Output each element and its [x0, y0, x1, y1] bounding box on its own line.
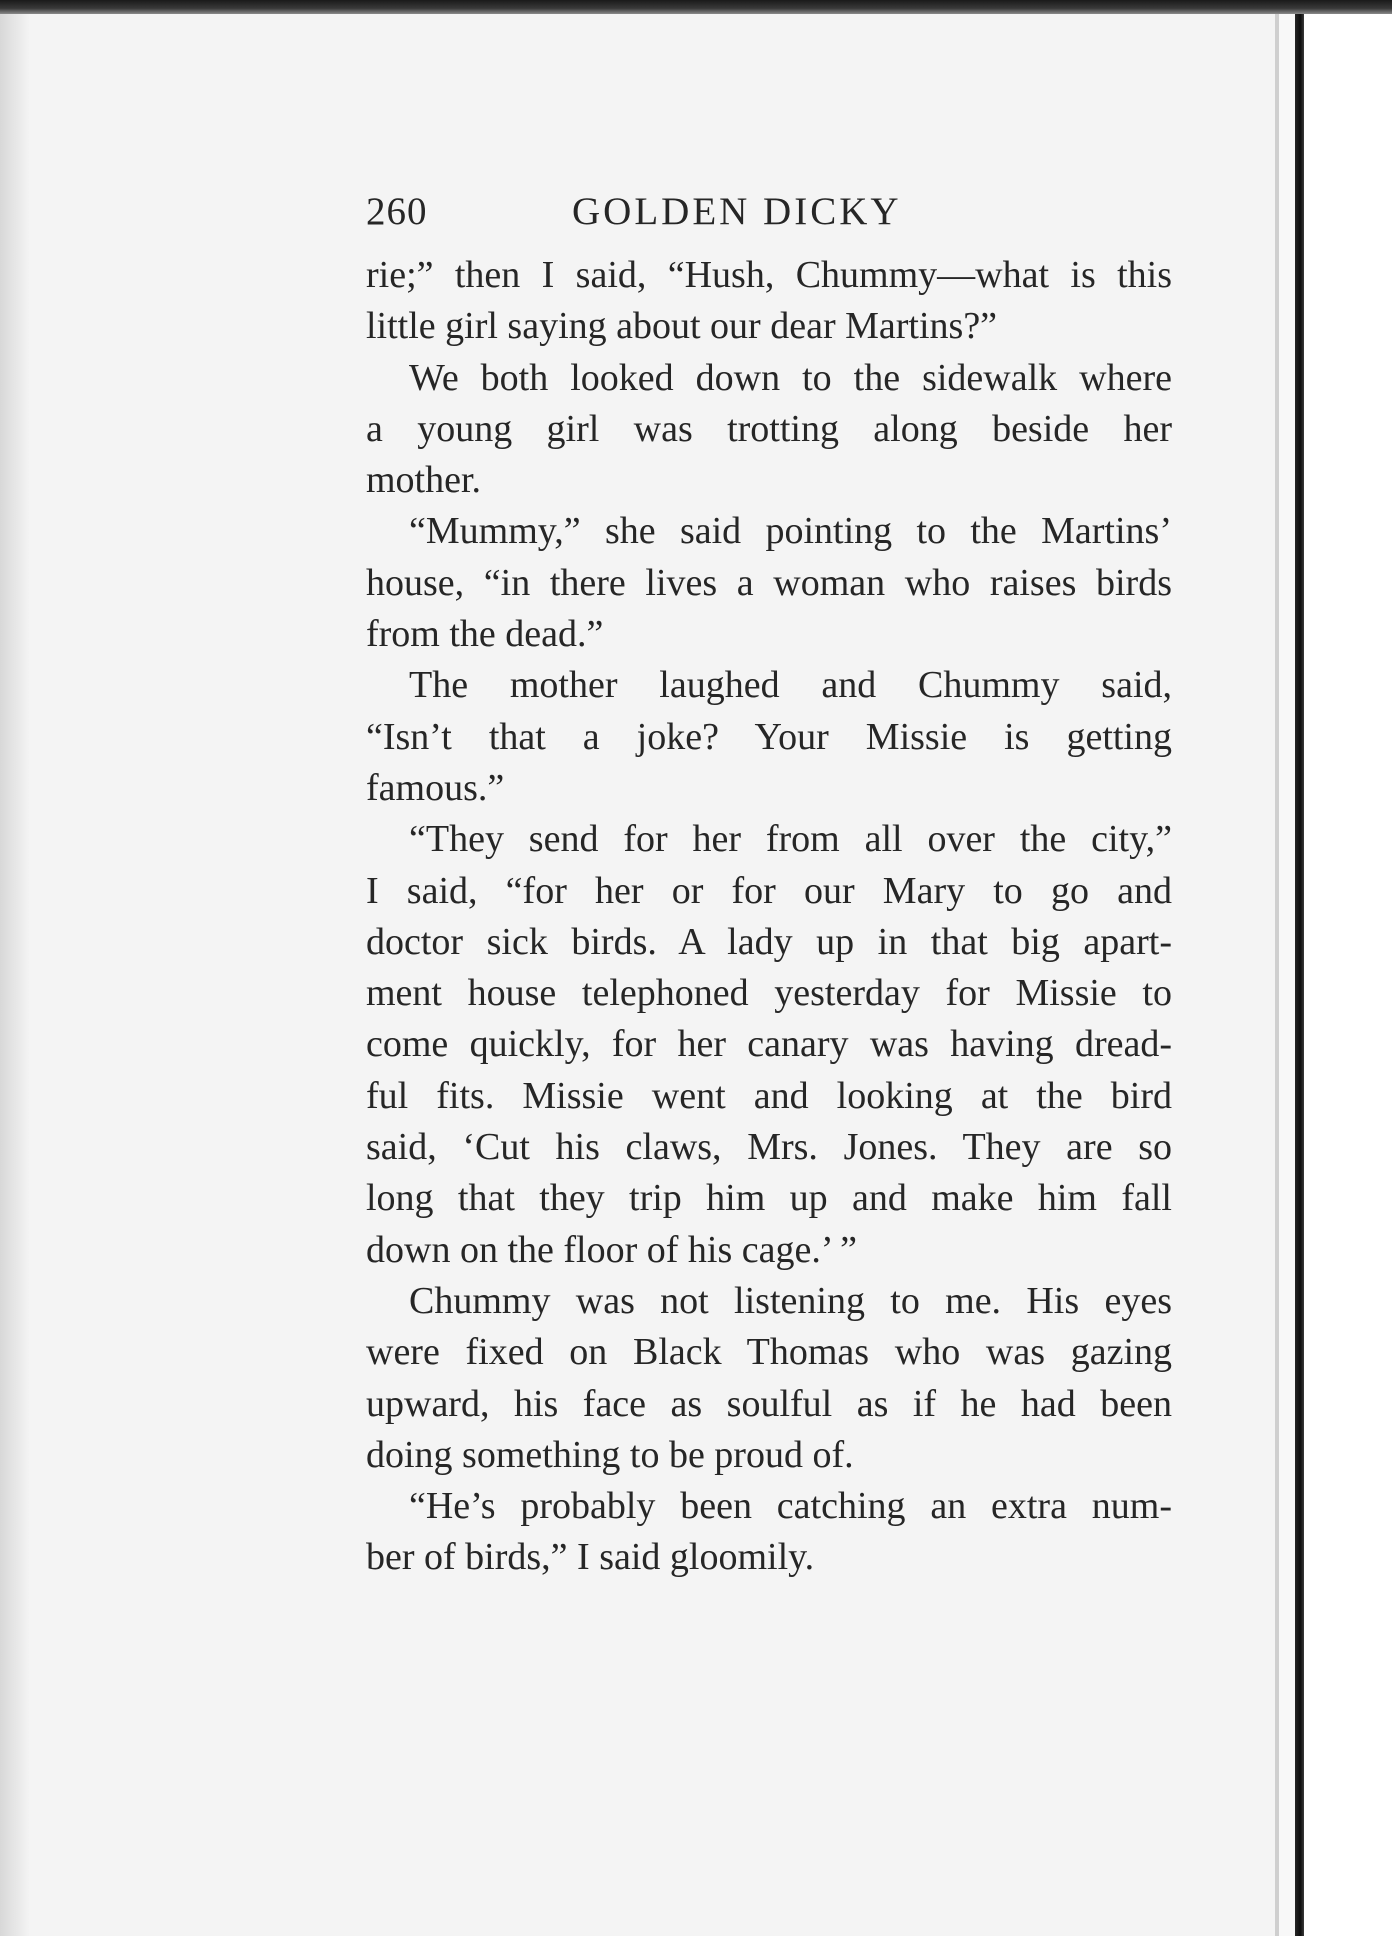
- book-binding-edge: [1295, 14, 1304, 1936]
- text-line: house, “in there lives a woman who raises birds: [366, 561, 1172, 604]
- text-line: rie;” then I said, “Hush, Chummy—what is this: [366, 254, 1172, 296]
- text-line: I said, “for her or for our Mary to go and: [366, 869, 1172, 912]
- text-line: ful fits. Missie went and looking at the bird: [366, 1074, 1172, 1117]
- text-line: from the dead.”: [366, 613, 604, 656]
- page-text-block: [366, 186, 1172, 1584]
- text-line: doing something to be proud of.: [366, 1433, 854, 1476]
- text-line: down on the floor of his cage.’ ”: [366, 1228, 858, 1271]
- text-line: doctor sick birds. A lady up in that big apart-: [366, 920, 1172, 963]
- text-line: said, ‘Cut his claws, Mrs. Jones. They are so: [366, 1126, 1172, 1169]
- paragraph: [366, 1481, 1172, 1584]
- text-line: a young girl was trotting along beside her: [366, 407, 1172, 450]
- paragraph: [366, 506, 1172, 660]
- text-line: little girl saying about our dear Martins?”: [366, 305, 998, 348]
- text-line: ber of birds,” I said gloomily.: [366, 1536, 815, 1579]
- text-line: mother.: [366, 459, 482, 502]
- text-line: “He’s probably been catching an extra num-: [409, 1485, 1172, 1528]
- text-line: upward, his face as soulful as if he had been: [366, 1382, 1172, 1425]
- page-left-shadow: [0, 14, 30, 1936]
- text-line: Chummy was not listening to me. His eyes: [409, 1279, 1172, 1322]
- paragraph: [366, 250, 1172, 353]
- body-text: [366, 250, 1172, 1584]
- paragraph: [366, 1276, 1172, 1481]
- text-line: famous.”: [366, 766, 505, 809]
- running-head: [366, 186, 1172, 250]
- text-line: ment house telephoned yesterday for Missie to: [366, 972, 1172, 1015]
- book-title: GOLDEN DICKY: [572, 190, 902, 233]
- text-line: We both looked down to the sidewalk where: [409, 356, 1172, 399]
- scan-top-edge: [0, 0, 1392, 14]
- text-line: were fixed on Black Thomas who was gazing: [366, 1331, 1172, 1374]
- text-line: “Mummy,” she said pointing to the Martins’: [409, 510, 1172, 553]
- paragraph: [366, 814, 1172, 1276]
- text-line: The mother laughed and Chummy said,: [409, 664, 1172, 707]
- paragraph: [366, 353, 1172, 507]
- binding-gap: [1279, 14, 1295, 1936]
- text-line: “Isn’t that a joke? Your Missie is getting: [366, 715, 1172, 758]
- text-line: long that they trip him up and make him fall: [366, 1177, 1172, 1220]
- page-number: 260: [366, 190, 428, 233]
- text-line: “They send for her from all over the city,”: [409, 818, 1172, 861]
- adjacent-page-edge: [1304, 14, 1392, 1936]
- paragraph: [366, 660, 1172, 814]
- text-line: come quickly, for her canary was having dread-: [366, 1023, 1172, 1066]
